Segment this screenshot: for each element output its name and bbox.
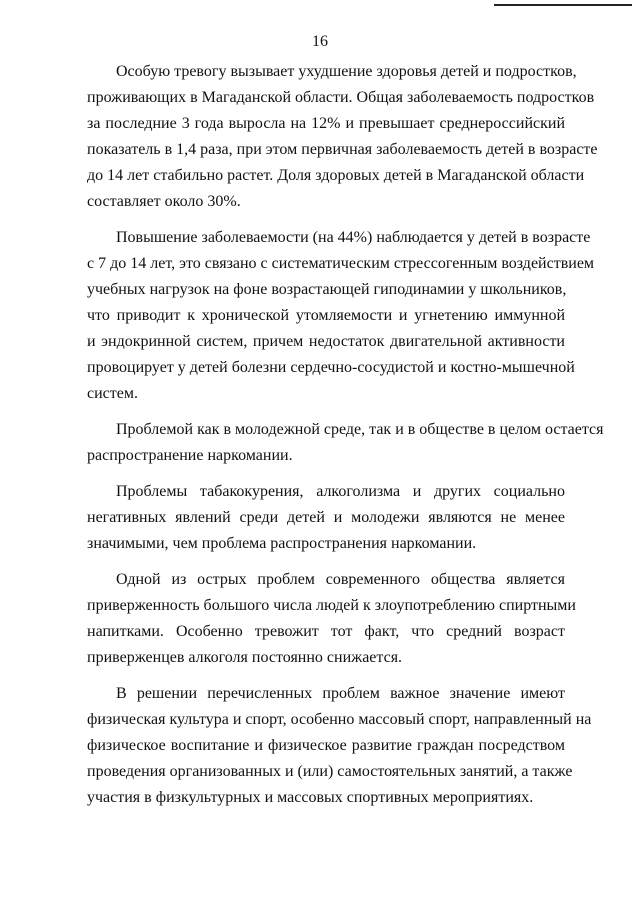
text-line: составляет около 30%. xyxy=(87,193,241,210)
paragraph xyxy=(87,59,598,215)
text-line: и эндокринной систем, причем недостаток двигательной активности xyxy=(87,333,565,350)
text-line: физическая культура и спорт, особенно массовый спорт, направленный на xyxy=(87,711,592,728)
text-line: Проблемы табакокурения, алкоголизма и других социально xyxy=(116,483,565,500)
text-line: негативных явлений среди детей и молодежи являются не менее xyxy=(87,509,565,526)
corner-scan-mark xyxy=(494,4,632,6)
text-line: показатель в 1,4 раза, при этом первичная заболеваемость детей в возрасте xyxy=(87,141,598,158)
text-line: систем. xyxy=(87,385,138,402)
document-body xyxy=(87,59,604,821)
text-line: приверженность большого числа людей к злоупотреблению спиртными xyxy=(87,597,576,614)
text-line: физическое воспитание и физическое развитие граждан посредством xyxy=(87,737,565,754)
text-line: приверженцев алкоголя постоянно снижается. xyxy=(87,649,403,666)
page-number: 16 xyxy=(312,33,328,50)
text-line: распространение наркомании. xyxy=(87,447,293,464)
paragraph xyxy=(87,479,565,557)
text-line: значимыми, чем проблема распространения наркомании. xyxy=(87,535,477,552)
text-line: до 14 лет стабильно растет. Доля здоровых детей в Магаданской области xyxy=(87,167,585,184)
text-line: с 7 до 14 лет, это связано с систематическим стрессогенным воздействием xyxy=(87,255,595,272)
paragraph xyxy=(87,225,595,407)
text-line: напитками. Особенно тревожит тот факт, что средний возраст xyxy=(87,623,565,640)
text-line: что приводит к хронической утомляемости и угнетению иммунной xyxy=(87,307,565,324)
paragraph xyxy=(87,567,576,671)
text-line: за последние 3 года выросла на 12% и превышает среднероссийский xyxy=(87,115,565,132)
text-line: провоцирует у детей болезни сердечно-сосудистой и костно-мышечной xyxy=(87,359,575,376)
text-line: проживающих в Магаданской области. Общая заболеваемость подростков xyxy=(87,89,595,106)
text-line: проведения организованных и (или) самостоятельных занятий, а также xyxy=(87,763,573,780)
paragraph xyxy=(87,417,604,469)
text-line: В решении перечисленных проблем важное значение имеют xyxy=(116,685,565,702)
text-line: Особую тревогу вызывает ухудшение здоровья детей и подростков, xyxy=(116,63,577,80)
text-line: Проблемой как в молодежной среде, так и в обществе в целом остается xyxy=(116,421,604,438)
text-line: Одной из острых проблем современного общества является xyxy=(116,571,565,588)
text-line: Повышение заболеваемости (на 44%) наблюдается у детей в возрасте xyxy=(116,229,591,246)
text-line: учебных нагрузок на фоне возрастающей гиподинамии у школьников, xyxy=(87,281,567,298)
paragraph xyxy=(87,681,592,811)
text-line: участия в физкультурных и массовых спортивных мероприятиях. xyxy=(87,789,534,806)
